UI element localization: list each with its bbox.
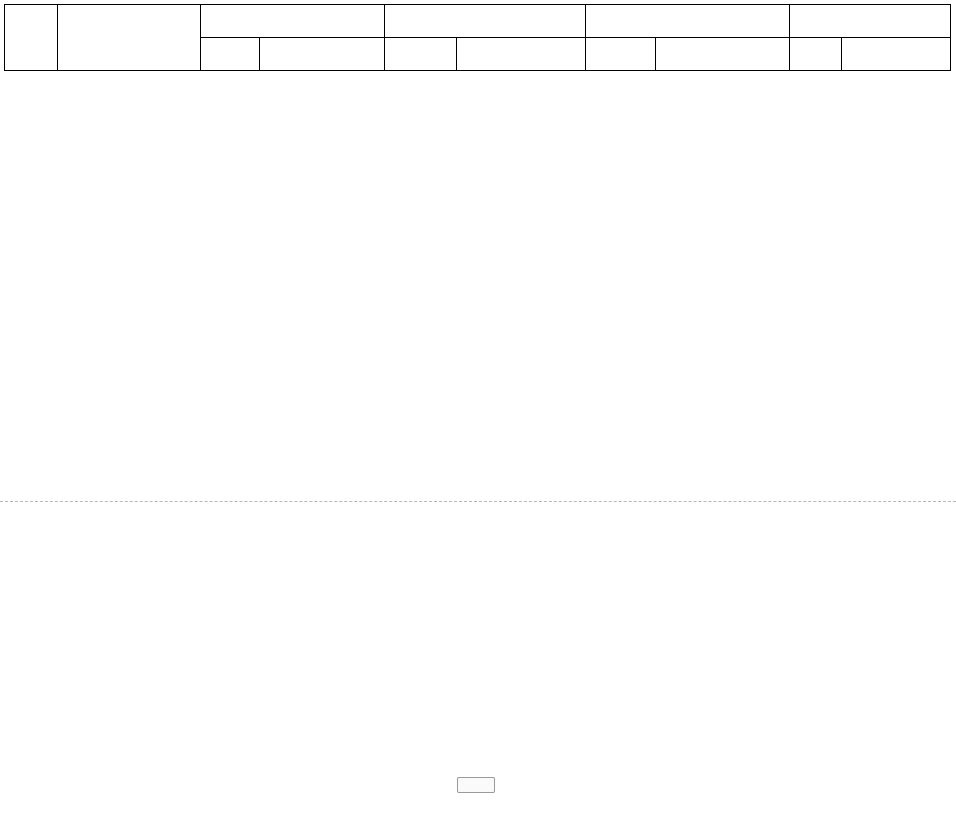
- header-group-90-99: [586, 5, 790, 38]
- header-amount-100: [842, 38, 951, 71]
- header-group-80-89: [385, 5, 586, 38]
- add-row-button[interactable]: [457, 777, 495, 793]
- page-break: [0, 497, 956, 507]
- header-standard-amount: [260, 38, 385, 71]
- header-group-total: [201, 5, 385, 38]
- header-amount-90: [656, 38, 790, 71]
- header-amount-80: [457, 38, 586, 71]
- header-seq: [5, 5, 58, 71]
- footnote: [8, 790, 9, 806]
- header-count-90: [586, 38, 656, 71]
- header-count-total: [201, 38, 260, 71]
- header-group-100: [790, 5, 951, 38]
- table-part-1: [4, 4, 951, 71]
- header-count-80: [385, 38, 457, 71]
- header-street: [58, 5, 201, 71]
- header-count-100: [790, 38, 842, 71]
